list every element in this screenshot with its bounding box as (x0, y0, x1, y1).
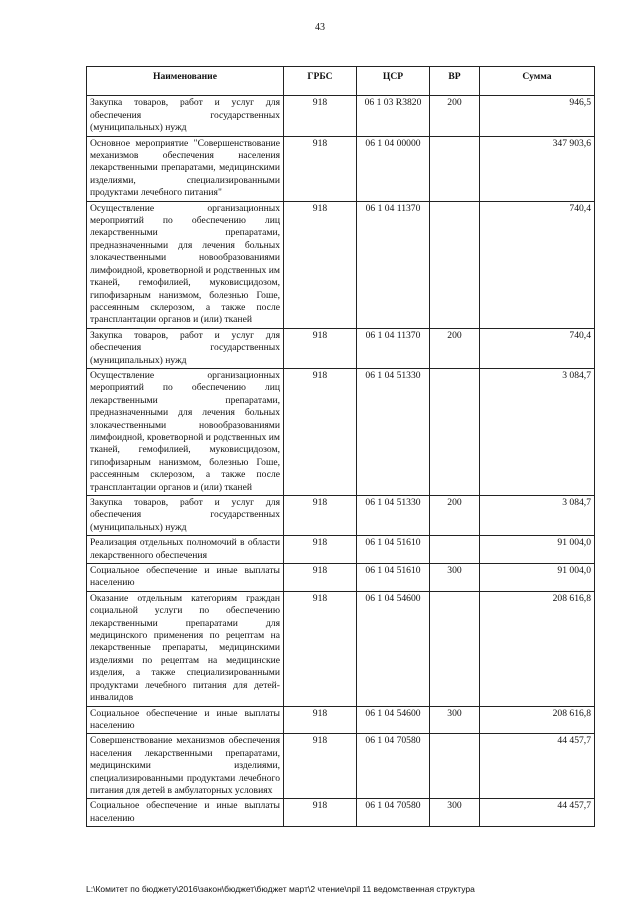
row-vr (430, 536, 480, 564)
row-vr: 200 (430, 496, 480, 536)
row-csr: 06 1 04 51610 (357, 564, 430, 592)
row-sum: 347 903,6 (480, 136, 595, 201)
row-grbs: 918 (284, 536, 357, 564)
row-grbs: 918 (284, 799, 357, 827)
budget-table (86, 66, 595, 827)
table-row (87, 564, 595, 592)
row-vr (430, 734, 480, 799)
row-name: Социальное обеспечение и иные выплаты населению (87, 564, 284, 592)
row-vr: 300 (430, 706, 480, 734)
page-number: 43 (315, 22, 325, 33)
row-grbs: 918 (284, 201, 357, 328)
row-sum: 740,4 (480, 201, 595, 328)
row-vr (430, 368, 480, 495)
row-name: Осуществление организационных мероприятий по обеспечению лиц лекарственными препаратами, предназначенными для лечения больных злокачественными новообразованиями лимфоидной, кроветворной и родственных им тканей, гемофилией, муковисцидозом, гипофизарным нанизмом, болезнью Гоше, рассеянным склерозом, а также после трансплантации органов и (или) тканей (87, 201, 284, 328)
row-sum: 91 004,0 (480, 564, 595, 592)
row-name: Реализация отдельных полномочий в области лекарственного обеспечения (87, 536, 284, 564)
row-sum: 208 616,8 (480, 706, 595, 734)
row-vr: 300 (430, 564, 480, 592)
row-sum: 208 616,8 (480, 591, 595, 706)
row-sum: 3 084,7 (480, 496, 595, 536)
row-csr: 06 1 04 70580 (357, 734, 430, 799)
row-sum: 740,4 (480, 328, 595, 368)
row-name: Закупка товаров, работ и услуг для обеспечения государственных (муниципальных) нужд (87, 96, 284, 136)
row-csr: 06 1 04 70580 (357, 799, 430, 827)
header-name: Наименование (87, 67, 284, 96)
file-path-footer: L:\Комитет по бюджету\2016\закон\бюджет\бюджет март\2 чтение\прil 11 ведомственная структура (86, 884, 475, 894)
row-sum: 91 004,0 (480, 536, 595, 564)
row-grbs: 918 (284, 96, 357, 136)
table-row (87, 706, 595, 734)
row-csr: 06 1 04 54600 (357, 591, 430, 706)
table-row (87, 136, 595, 201)
row-csr: 06 1 04 51610 (357, 536, 430, 564)
row-name: Социальное обеспечение и иные выплаты населению (87, 706, 284, 734)
table-row (87, 328, 595, 368)
row-name: Оказание отдельным категориям граждан социальной услуги по обеспечению лекарственными препаратами для медицинского применения по рецептам на лекарственные препараты, медицинскими изделиями по рецептам на медицинские изделия, а также специализированными продуктами лечебного питания для детей-инвалидов (87, 591, 284, 706)
row-grbs: 918 (284, 734, 357, 799)
row-grbs: 918 (284, 591, 357, 706)
row-grbs: 918 (284, 564, 357, 592)
row-grbs: 918 (284, 368, 357, 495)
header-sum: Сумма (480, 67, 595, 96)
row-name: Совершенствование механизмов обеспечения населения лекарственными препаратами, медицинскими изделиями, специализированными продуктами лечебного питания для детей в амбулаторных условиях (87, 734, 284, 799)
row-grbs: 918 (284, 136, 357, 201)
row-sum: 946,5 (480, 96, 595, 136)
row-sum: 3 084,7 (480, 368, 595, 495)
row-vr (430, 201, 480, 328)
table-header-row (87, 67, 595, 96)
row-csr: 06 1 04 00000 (357, 136, 430, 201)
row-vr: 200 (430, 328, 480, 368)
row-name: Закупка товаров, работ и услуг для обеспечения государственных (муниципальных) нужд (87, 328, 284, 368)
table-row (87, 591, 595, 706)
table-row (87, 201, 595, 328)
row-grbs: 918 (284, 328, 357, 368)
table-row (87, 368, 595, 495)
table-row (87, 799, 595, 827)
row-sum: 44 457,7 (480, 799, 595, 827)
row-grbs: 918 (284, 496, 357, 536)
table-row (87, 496, 595, 536)
row-sum: 44 457,7 (480, 734, 595, 799)
row-name: Основное мероприятие "Совершенствование механизмов обеспечения населения лекарственными препаратами, медицинскими изделиями, специализированными продуктами лечебного питания" (87, 136, 284, 201)
table-row (87, 96, 595, 136)
row-name: Осуществление организационных мероприятий по обеспечению лиц лекарственными препаратами, предназначенными для лечения больных злокачественными новообразованиями лимфоидной, кроветворной и родственных им тканей, гемофилией, муковисцидозом, гипофизарным нанизмом, болезнью Гоше, рассеянным склерозом, а также после трансплантации органов и (или) тканей (87, 368, 284, 495)
header-vr: ВР (430, 67, 480, 96)
row-csr: 06 1 04 11370 (357, 328, 430, 368)
row-csr: 06 1 03 R3820 (357, 96, 430, 136)
row-grbs: 918 (284, 706, 357, 734)
header-grbs: ГРБС (284, 67, 357, 96)
row-vr: 200 (430, 96, 480, 136)
table-row (87, 734, 595, 799)
row-csr: 06 1 04 11370 (357, 201, 430, 328)
row-vr: 300 (430, 799, 480, 827)
row-csr: 06 1 04 54600 (357, 706, 430, 734)
row-vr (430, 591, 480, 706)
row-name: Закупка товаров, работ и услуг для обеспечения государственных (муниципальных) нужд (87, 496, 284, 536)
row-csr: 06 1 04 51330 (357, 496, 430, 536)
table-row (87, 536, 595, 564)
row-name: Социальное обеспечение и иные выплаты населению (87, 799, 284, 827)
row-csr: 06 1 04 51330 (357, 368, 430, 495)
header-csr: ЦСР (357, 67, 430, 96)
row-vr (430, 136, 480, 201)
